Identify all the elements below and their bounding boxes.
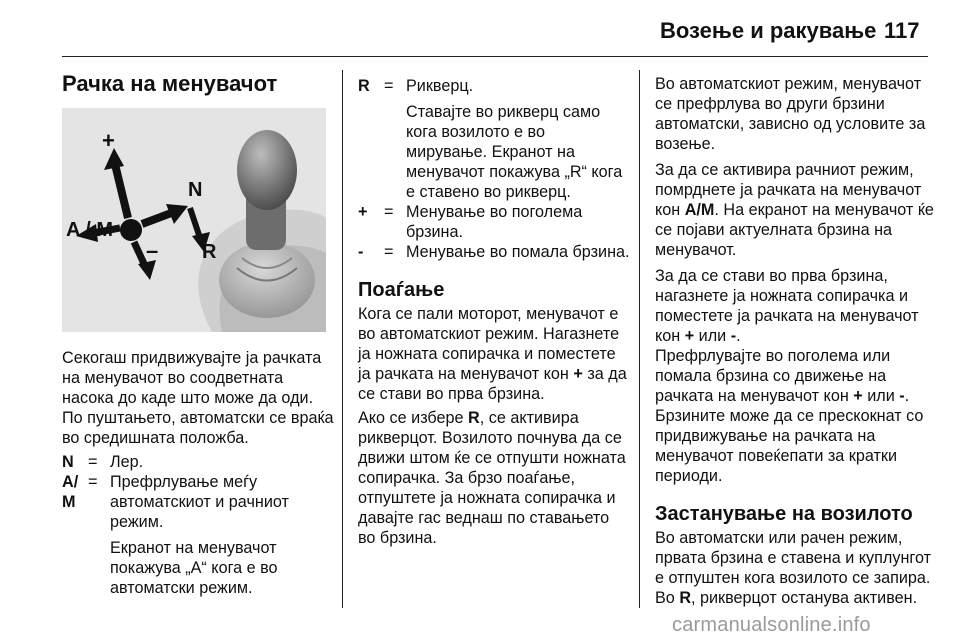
intro-paragraph: Секогаш придвижувајте ја рачката на менувачот во соодветната насока до каде што може да оди. По пуштањето, автоматски се враќа во средишната положба. [62,349,334,447]
page-number: 117 [884,18,920,43]
text-run: Ако се избере [358,409,469,427]
def-key: N [62,453,74,471]
def-item-r [358,76,630,202]
def-item-plus [358,202,630,242]
running-title: Возење и ракување [660,18,877,43]
middle-column [358,74,630,552]
text-run: , се активира рикверцот. Возилото почнува да се движи штом ќе се отпушти ножната сопирачка. За брзо поаѓање, отпуштете ја ножната сопирачка и давајте гас веднаш по ставањето во брзина. [358,409,626,547]
symbol-plus: + [684,327,695,345]
column-divider-2 [639,70,640,608]
label-r: R [202,241,217,263]
text-run: , рикверцот останува активен. [691,589,918,607]
def-key: + [358,203,368,221]
label-minus: – [146,238,159,263]
def-text: Менување во помала брзина. [406,243,630,261]
paragraph [358,408,630,548]
text-run: Префрлувајте во поголема или помала брзина со движење на рачката на менувачот кон [655,347,891,405]
paragraph [655,528,935,608]
text-run: или [694,327,731,345]
paragraph: Во автоматскиот режим, менувачот се префрлува во други брзини автоматски, зависно од условите за возење. [655,75,926,153]
def-eq: = [384,77,394,95]
text-run: за да се стави во прва брзина. [358,365,627,403]
right-column [655,74,935,614]
gear-knob [237,130,297,210]
page-header [0,0,960,64]
section-title: Рачка на менувачот [62,71,278,96]
def-key: A/ M [62,473,79,511]
def-eq: = [88,453,98,471]
def-subtext: Ставајте во рикверц само кога возилото е во мирување. Екранот на менувачот покажува „R“ кога е ставено во рикверц. [406,103,623,201]
header-rule [62,56,928,57]
section-heading-starting: Поаѓање [358,279,445,301]
def-text: Менување во поголема брзина. [406,203,583,241]
gear-lever-svg [62,108,326,332]
def-text: Лер. [110,453,144,471]
text-run: . [736,327,741,345]
def-item-n [62,452,334,472]
paragraph [655,346,935,486]
label-am: A / M [66,219,114,241]
def-item-minus [358,242,630,262]
text-run: Во автоматски или рачен режим, првата брзина е ставена и куплунгот е отпуштен кога возилото се запира. Во [655,529,932,607]
def-subtext: Екранот на менувачот покажува „A“ кога е во автоматски режим. [110,539,278,597]
symbol-minus: - [730,327,737,345]
watermark: carmanualsonline.info [672,614,871,636]
paragraph [655,266,935,346]
def-eq: = [88,473,98,491]
symbol-plus: + [853,387,863,405]
text-run: Кога се пали моторот, менувачот е во автоматскиот режим. Нагазнете ја ножната сопирачка и поместете ја рачката на менувачот кон [358,305,620,383]
def-key: - [358,243,364,261]
def-cell [110,472,334,598]
def-cell [406,76,630,202]
symbol-am: A/M [684,201,715,219]
symbol-r: R [679,589,692,607]
gear-lever-illustration [62,108,326,332]
symbol-r: R [468,409,480,427]
symbol-plus: + [573,365,583,383]
def-item-am [62,472,334,598]
def-eq: = [384,243,394,261]
def-eq: = [384,203,394,221]
def-text: Префрлување меѓу автоматскиот и рачниот режим. [110,473,289,531]
definition-list [62,452,334,598]
def-key: R [358,77,370,95]
label-plus: + [102,128,115,153]
text-run: За да се стави во прва брзина, нагазнете ја ножната сопирачка и поместете ја рачката на менувачот кон [655,267,919,345]
symbol-minus: - [899,387,905,405]
text-run: За да се активира рачниот режим, помрднете ја рачката на менувачот кон [655,161,922,219]
left-column [62,71,334,604]
text-run: . Брзините може да се прескокнат со придвижување на рачката на менувачот повеќепати за кратки периоди. [655,387,924,485]
text-run: . На екранот на менувачот ќе се појави актуелната брзина на менувачот. [655,201,934,259]
definition-list [358,76,630,262]
column-divider-1 [342,70,343,608]
paragraph [358,304,630,404]
label-n: N [188,179,203,201]
section-heading-stopping: Застанување на возилото [655,503,913,525]
text-run: или [862,387,900,405]
pivot-dot-icon [120,219,142,241]
paragraph [655,160,935,260]
def-text: Рикверц. [406,77,474,95]
